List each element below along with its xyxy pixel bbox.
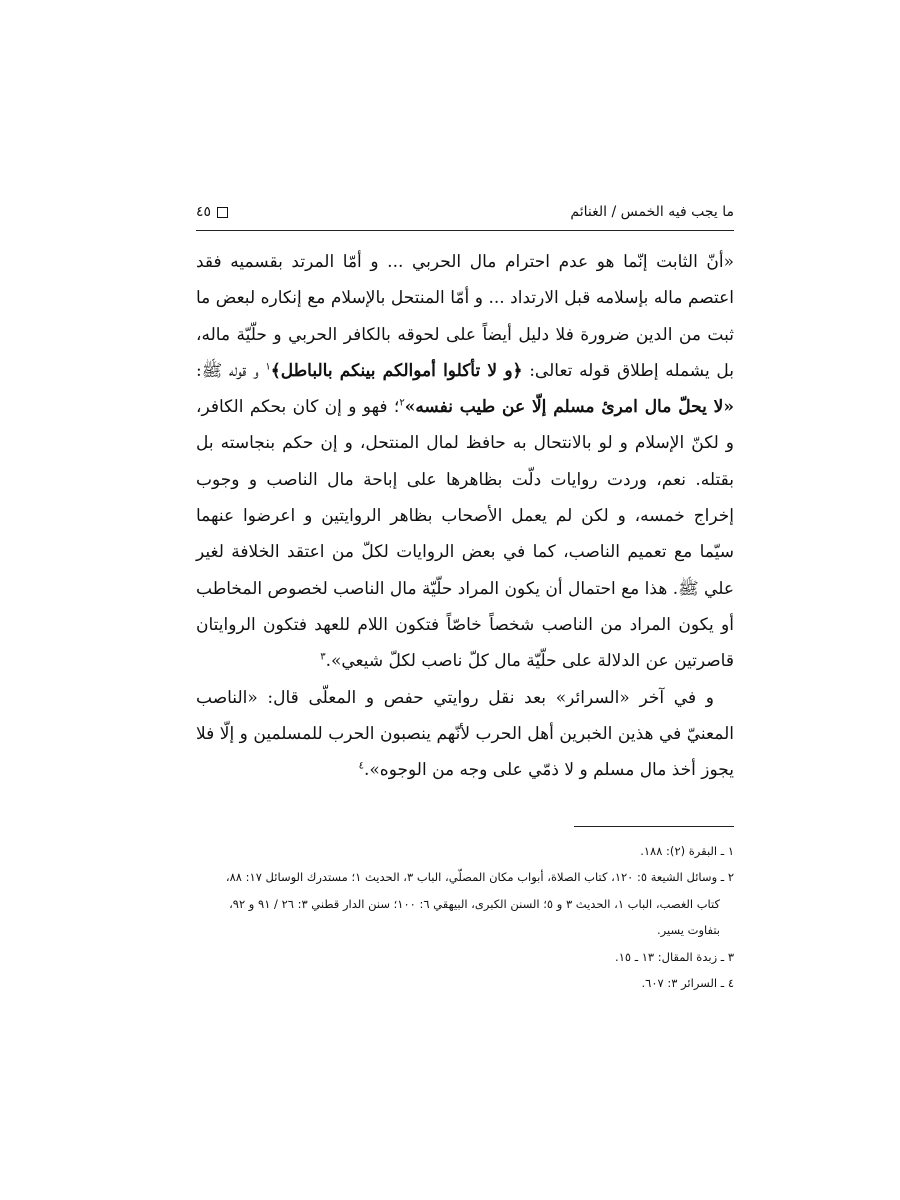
page-number-block bbox=[196, 204, 228, 220]
paragraph-2 bbox=[196, 680, 734, 789]
footnote-1: ١ ـ البقرة (٢): ١٨٨. bbox=[640, 844, 734, 858]
hadith-quote: «لا يحلّ مال امرئ مسلم إلّا عن طيب نفسه» bbox=[404, 397, 734, 418]
footnote-2-end: بتفاوت يسير. bbox=[657, 923, 720, 938]
footnote-2: ٢ ـ وسائل الشيعة ٥: ١٢٠، كتاب الصلاة، أبواب مكان المصلّي، الباب ٣، الحديث ١؛ مستدرك الوسائل ١٧: ٨٨، bbox=[225, 870, 734, 885]
p2-text: و في آخر «السرائر» بعد نقل روايتي حفص و المعلّى قال: «الناصب المعنيّ في هذين الخبرين أهل الحرب لأنّهم ينصبون الحرب للمسلمين و إلّا فلا يجوز أخذ مال مسلم و لا ذمّي على وجه من الوجوه». bbox=[196, 687, 734, 781]
footnote-ref-4: ٤ bbox=[358, 760, 364, 772]
footnote-3: ٣ ـ زبدة المقال: ١٣ ـ ١٥. bbox=[615, 949, 734, 964]
footnote-ref-1: ١ bbox=[265, 361, 271, 373]
paragraph-1 bbox=[196, 244, 734, 680]
page-number: ٤٥ bbox=[196, 204, 212, 220]
p1-mid: و قوله ﷺ: bbox=[196, 360, 266, 381]
footnote-rule bbox=[574, 826, 734, 827]
main-text bbox=[196, 244, 734, 788]
footnote-2-cont: كتاب الغصب، الباب ١، الحديث ٣ و ٥؛ السنن الكبرى، البيهقي ٦: ١٠٠؛ سنن الدار قطني ٣: ٢٦ / ٩١ و ٩٢، bbox=[229, 896, 720, 911]
footnote-ref-3: ٣ bbox=[320, 651, 326, 663]
p1-lead: «أنّ الثابت إنّما هو عدم احترام مال الحربي ... و أمّا المرتد بقسميه فقد اعتصم ماله بإسلامه قبل الارتداد ... و أمّا المنتحل بالإسلام مع إنكاره لبعض ما ثبت من الدين ضرورة فلا دليل أيضاً على لحوقه بالكافر الحربي و حلّيّة ماله، بل يشمله إطلاق قوله تعالى: bbox=[196, 252, 734, 381]
quran-verse: ﴿و لا تأكلوا أموالكم بينكم بالباطل﴾ bbox=[270, 360, 523, 381]
footnote-4: ٤ ـ السرائر ٣: ٦٠٧. bbox=[641, 976, 734, 991]
running-header bbox=[196, 200, 734, 226]
section-title: ما يجب فيه الخمس / الغنائم bbox=[570, 204, 734, 220]
header-rule bbox=[196, 230, 734, 231]
square-ornament-icon bbox=[217, 207, 228, 218]
footnotes bbox=[196, 838, 734, 996]
footnote-ref-2: ٢ bbox=[399, 397, 405, 409]
p1-rest: ؛ فهو و إن كان بحكم الكافر، و لكنّ الإسلام و لو بالانتحال به حافظ لمال المنتحل، و إن حكم بنجاسته بل بقتله. نعم، وردت روايات دلّت بظاهرها على إباحة مال الناصب و وجوب إخراج خمسه، و لكن لم يعمل الأصحاب بظاهر الروايتين و اعرضوا عنهما سيّما مع تعميم الناصب، كما في بعض الروايات لكلّ من اعتقد الخلافة لغير علي ﷺ. هذا مع احتمال أن يكون المراد حلّيّة مال الناصب لخصوص المخاطب أو يكون المراد من الناصب شخصاً خاصّاً فتكون اللام للعهد فتكون الروايتان قاصرتين عن الدلالة على حلّيّة مال كلّ ناصب لكلّ شيعي». bbox=[196, 397, 734, 672]
